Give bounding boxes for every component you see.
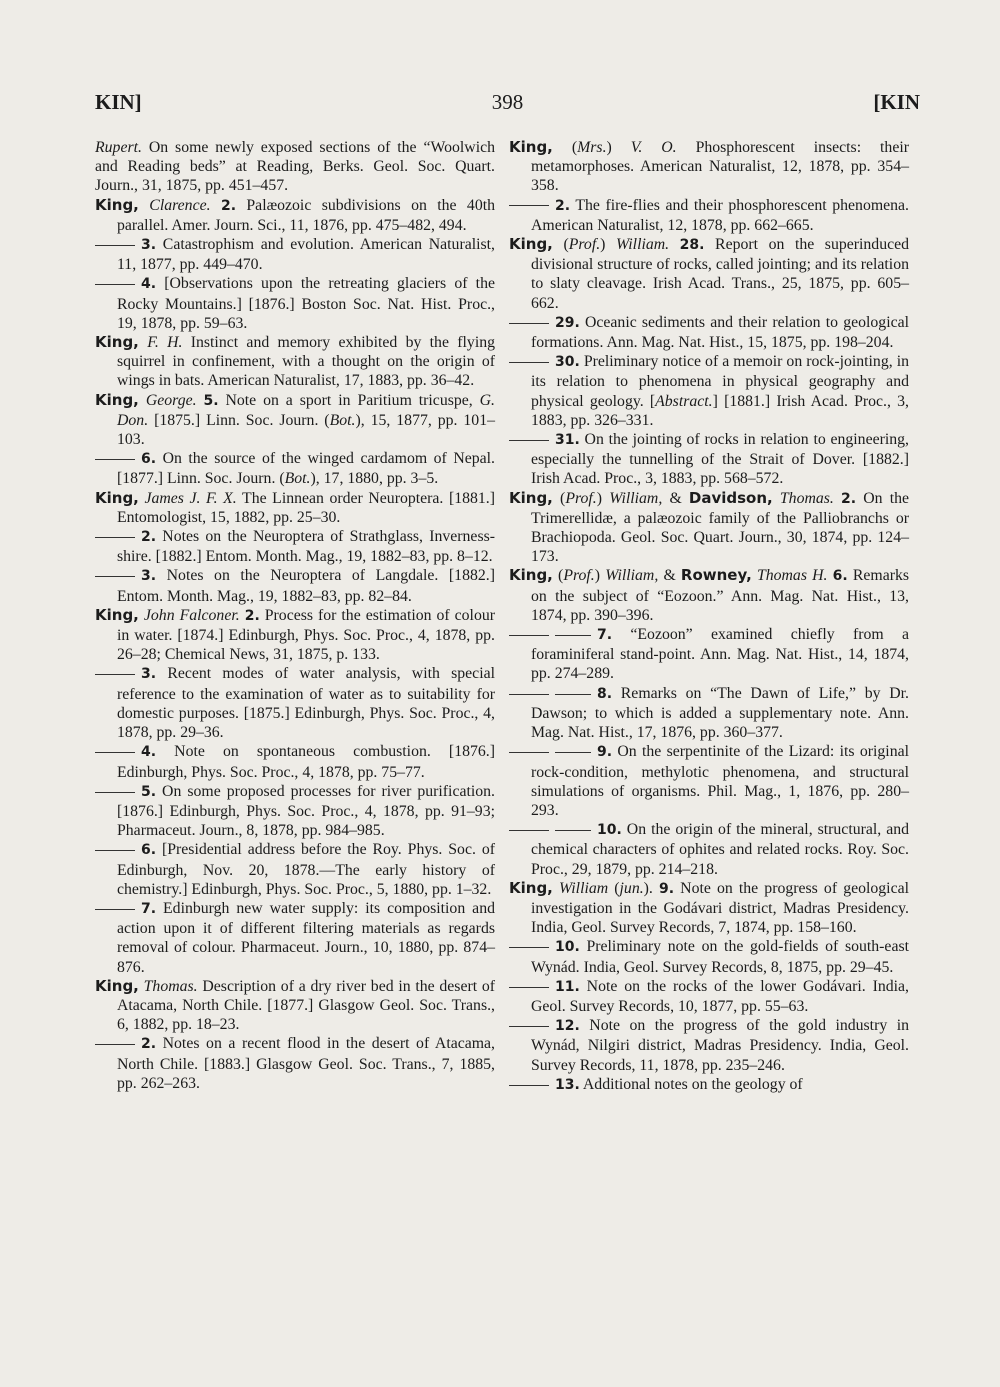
entry-text: Notes on a recent flood in the desert of Atacama, North Chile. [1883.] Glasgow Geol. Soc. Trans., 7, 1885, pp. 262–263.	[117, 1035, 495, 1092]
entry-text: ), 15, 1877, pp. 101–103.	[117, 411, 495, 449]
author-name: King,	[95, 976, 139, 995]
entry-number: 5.	[203, 392, 219, 409]
page-number: 398	[491, 90, 524, 114]
entry-text: On some newly exposed sections of the “Woolwich and Reading beds” at Reading, Berks. Geol. Soc. Quart. Journ., 31, 1875, pp. 451–457.	[95, 139, 495, 195]
ditto-dash	[509, 987, 549, 988]
entry-number: 12.	[555, 1018, 580, 1035]
entry-number: 2.	[555, 197, 571, 214]
bibliography-entry	[509, 1016, 909, 1075]
ditto-dash	[509, 947, 549, 948]
ditto-dash	[95, 674, 135, 675]
entry-text: Recent modes of water analysis, with special reference to the examination of water as to suitability for domestic purposes. [1875.] Edinburgh, Phys. Soc. Proc., 4, 1878, pp. 29–36.	[117, 665, 495, 742]
bibliography-entry	[95, 1034, 495, 1093]
italic-text: Thomas.	[779, 489, 834, 507]
entry-number: 6.	[141, 842, 157, 859]
left-column	[95, 138, 495, 1093]
entry-text: Palæozoic subdivisions on the 40th parallel. Amer. Journ. Sci., 11, 1876, pp. 475–482, 494.	[117, 196, 496, 234]
entry-number: 7.	[141, 900, 157, 917]
entry-number: 2.	[220, 197, 237, 214]
italic-text: William	[559, 879, 609, 897]
entry-text: Process for the estimation of colour in water. [1874.] Edinburgh, Phys. Soc. Proc., 4, 1878, pp. 26–28; Chemical News, 31, 1875, p. 133.	[117, 606, 496, 664]
bibliography-entry	[95, 606, 495, 665]
entry-text: Note on a sport in Paritium tricuspe,	[218, 391, 480, 409]
entry-number: 31.	[555, 432, 580, 449]
entry-text: [1875.] Linn. Soc. Journ. (	[148, 411, 330, 429]
entry-text: (	[608, 879, 620, 897]
entry-number: 8.	[597, 685, 613, 702]
italic-text: Thomas.	[143, 977, 198, 995]
entry-number: 30.	[555, 354, 580, 371]
author-name: King,	[509, 878, 553, 897]
bibliography-entry	[509, 430, 909, 489]
ditto-dash	[509, 440, 549, 441]
entry-text: Instinct and memory exhibited by the flying squirrel in confinement, with a thought on the origin of wings in bats. American Naturalist, 17, 1883, pp. 36–42.	[117, 334, 496, 390]
entry-number: 7.	[597, 627, 613, 644]
ditto-dash	[555, 752, 591, 753]
ditto-dash	[509, 830, 549, 831]
entry-text: “Eozoon” examined chiefly from a foraminiferal stand-point. Ann. Mag. Nat. Hist., 14, 1874, pp. 274–289.	[531, 626, 909, 683]
italic-text: Thomas H.	[756, 567, 828, 585]
ditto-dash	[555, 694, 591, 695]
bibliography-entry	[95, 840, 495, 899]
entry-text: Remarks on “The Dawn of Life,” by Dr. Dawson; to which is added a supplementary note. Ann. Mag. Nat. Hist., 17, 1876, pp. 360–377.	[531, 684, 909, 742]
ditto-dash	[95, 576, 135, 577]
bibliography-entry	[509, 566, 909, 625]
bibliography-entry	[95, 899, 495, 977]
ditto-dash	[509, 205, 549, 206]
bibliography-entry	[95, 664, 495, 742]
entry-number: 3.	[141, 237, 157, 254]
entry-text: (	[552, 567, 564, 585]
bibliography-entry	[509, 1075, 909, 1095]
entry-number: 5.	[141, 783, 157, 800]
bibliography-entry	[95, 566, 495, 605]
ditto-dash	[95, 537, 135, 538]
italic-text: G. Don.	[117, 391, 495, 429]
ditto-dash	[95, 284, 135, 285]
italic-text: jun.	[619, 879, 644, 897]
bibliography-entry	[509, 977, 909, 1016]
entry-number: 2.	[841, 490, 857, 507]
header-right-catchword: [KIN	[873, 90, 920, 114]
bibliography-entry	[509, 352, 909, 430]
entry-number: 4.	[141, 744, 157, 761]
entry-text: ] [1881.] Irish Acad. Proc., 3, 1883, pp. 326–331.	[531, 392, 909, 429]
entry-text: Report on the superinduced divisional structure of rocks, called jointing; and its relation to slaty cleavage. Irish Acad. Trans., 25, 1875, pp. 605–662.	[531, 236, 910, 312]
entry-number: 2.	[141, 1036, 157, 1053]
entry-text: Notes on the Neuroptera of Strathglass, Inverness-shire. [1882.] Entom. Month. Mag., 19, 1882–83, pp. 8–12.	[117, 528, 495, 566]
bibliography-entry	[95, 274, 495, 333]
italic-text: John Falconer.	[143, 606, 240, 624]
entry-text: Edinburgh new water supply: its composition and action upon it of different filtering materials as regards removal of colour. Pharmaceut. Journ., 10, 1880, pp. 874–876.	[117, 899, 495, 976]
bibliography-entry	[509, 235, 909, 313]
entry-text: Oceanic sediments and their relation to geological formations. Ann. Mag. Nat. Hist., 15, 1875, pp. 198–204.	[531, 313, 909, 352]
entry-number: 3.	[141, 568, 157, 585]
bibliography-entry	[509, 489, 909, 567]
entry-text	[211, 197, 221, 214]
italic-text: F. H.	[147, 334, 183, 352]
ditto-dash	[95, 752, 135, 753]
ditto-dash	[555, 635, 591, 636]
entry-number: 28.	[679, 237, 705, 254]
entry-text	[669, 236, 680, 253]
entry-text: &	[658, 567, 681, 585]
entry-text: Description of a dry river bed in the desert of Atacama, North Chile. [1877.] Glasgow Geol. Soc. Trans., 6, 1882, pp. 18–23.	[117, 977, 496, 1034]
entry-text: ), 17, 1880, pp. 3–5.	[310, 470, 439, 488]
ditto-dash	[509, 1085, 549, 1086]
bibliography-entry	[509, 937, 909, 976]
ditto-dash	[509, 1026, 549, 1027]
ditto-dash	[509, 323, 549, 324]
author-name: King,	[95, 390, 139, 409]
italic-text: Rupert.	[95, 139, 142, 156]
italic-text: Mrs.	[577, 139, 607, 156]
author-name: Davidson,	[688, 488, 773, 507]
entry-text: Notes on the Neuroptera of Langdale. [1882.] Entom. Month. Mag., 19, 1882–83, pp. 82–84.	[117, 567, 495, 605]
bibliography-entry	[95, 489, 495, 527]
bibliography-entry	[509, 742, 909, 820]
ditto-dash	[509, 694, 549, 695]
entry-text: )	[600, 236, 616, 254]
bibliography-entry	[95, 742, 495, 781]
author-name: King,	[95, 488, 139, 507]
entry-text: (	[552, 236, 569, 254]
entry-text	[139, 392, 146, 409]
ditto-dash	[509, 635, 549, 636]
italic-text: Abstract.	[655, 392, 713, 410]
entry-number: 10.	[555, 939, 580, 956]
author-name: Rowney,	[680, 566, 752, 585]
entry-text: ).	[643, 879, 659, 897]
bibliography-entry	[95, 196, 495, 235]
bibliography-entry	[95, 977, 495, 1035]
entry-text: Phosphorescent insects: their metamorphoses. American Naturalist, 12, 1878, pp. 354–358.	[531, 139, 909, 195]
entry-number: 2.	[244, 607, 260, 624]
entry-text: (	[552, 489, 566, 507]
entry-text: Note on the progress of the gold industry in Wynád, Nilgiri district, Madras Presidency. India, Geol. Survey Records, 11, 1878, pp. 235–246.	[531, 1017, 909, 1074]
bibliography-entry	[509, 196, 909, 235]
bibliography-entry	[95, 527, 495, 566]
page-header	[95, 90, 920, 120]
ditto-dash	[95, 850, 135, 851]
entry-text: The fire-flies and their phosphorescent phenomena. American Naturalist, 12, 1878, pp. 662–665.	[531, 196, 909, 234]
entry-text: )	[594, 567, 606, 585]
entry-text: )	[606, 139, 631, 156]
entry-text: On the serpentinite of the Lizard: its original rock-condition, methylotic phenomena, and structural simulations of organisms. Phil. Mag., 1, 1876, pp. 280–293.	[531, 743, 909, 819]
entry-text: Note on spontaneous combustion. [1876.] Edinburgh, Phys. Soc. Proc., 4, 1878, pp. 75–77.	[117, 743, 495, 781]
author-name: King,	[95, 195, 139, 214]
italic-text: William.	[616, 236, 670, 254]
ditto-dash	[555, 830, 591, 831]
italic-text: Prof.	[568, 236, 601, 254]
entry-number: 13.	[555, 1076, 580, 1093]
entry-text	[773, 490, 780, 507]
bibliography-entry	[509, 684, 909, 743]
entry-text: On the origin of the mineral, structural, and chemical characters of ophites and related rocks. Roy. Soc. Proc., 29, 1879, pp. 214–218.	[531, 821, 909, 878]
author-name: King,	[95, 605, 139, 624]
entry-number: 29.	[555, 314, 580, 331]
italic-text: William,	[605, 567, 659, 585]
entry-text: [Presidential address before the Roy. Phys. Soc. of Edinburgh, Nov. 20, 1878.—The early history of chemistry.] Edinburgh, Phys. Soc. Proc., 5, 1880, pp. 1–32.	[117, 841, 495, 898]
entry-number: 4.	[141, 276, 157, 293]
entry-number: 10.	[597, 822, 622, 839]
entry-number: 2.	[141, 529, 157, 546]
entry-text	[834, 490, 841, 507]
bibliography-entry	[509, 313, 909, 352]
entry-number: 9.	[597, 744, 613, 761]
ditto-dash	[509, 752, 549, 753]
entry-text: [Observations upon the retreating glaciers of the Rocky Mountains.] [1876.] Boston Soc. Nat. Hist. Proc., 19, 1878, pp. 59–63.	[117, 275, 495, 332]
ditto-dash	[95, 792, 135, 793]
entry-text: (	[552, 139, 578, 156]
entry-text: On the source of the winged cardamom of Nepal. [1877.] Linn. Soc. Journ. (	[117, 450, 495, 488]
header-left-catchword: KIN]	[95, 90, 142, 114]
italic-text: Bot.	[284, 470, 311, 488]
author-name: King,	[509, 488, 553, 507]
entry-text: The Linnean order Neuroptera. [1881.] Entomologist, 15, 1882, pp. 25–30.	[117, 489, 496, 526]
entry-number: 3.	[141, 666, 157, 683]
ditto-dash	[95, 245, 135, 246]
entry-text: On some proposed processes for river purification. [1876.] Edinburgh, Phys. Soc. Proc., 4, 1878, pp. 91–93; Pharmaceut. Journ., 8, 1878, pp. 984–985.	[117, 782, 495, 840]
bibliography-entry	[95, 782, 495, 841]
entry-text: On the Trimerellidæ, a palæozoic family of the Palliobranchs or Brachiopoda. Geol. Soc. Quart. Journ., 30, 1874, pp. 124–173.	[531, 489, 910, 566]
entry-number: 9.	[659, 880, 675, 897]
ditto-dash	[95, 909, 135, 910]
entry-text: Additional notes on the geology of	[579, 1075, 803, 1093]
entry-text: Note on the rocks of the lower Godávari. India, Geol. Survey Records, 10, 1877, pp. 55–63.	[531, 977, 909, 1015]
author-name: King,	[509, 235, 553, 254]
author-name: King,	[95, 333, 139, 352]
entry-number: 6.	[141, 451, 157, 468]
entry-text	[139, 334, 147, 351]
entry-text: Preliminary note on the gold-fields of south-east Wynád. India, Geol. Survey Records, 8, 1875, pp. 29–45.	[531, 938, 909, 976]
entry-text: On the jointing of rocks in relation to engineering, especially the tunnelling of the Strait of Dover. [1882.] Irish Acad. Proc., 3, 1883, pp. 568–572.	[531, 431, 909, 488]
ditto-dash	[509, 362, 549, 363]
italic-text: Clarence.	[149, 196, 211, 214]
entry-text	[139, 197, 149, 214]
author-name: King,	[509, 138, 553, 156]
ditto-dash	[95, 1044, 135, 1045]
italic-text: George.	[145, 391, 197, 409]
bibliography-entry	[509, 879, 909, 938]
bibliography-entry	[95, 333, 495, 391]
right-column	[509, 138, 909, 1095]
italic-text: Prof.	[565, 489, 597, 507]
entry-text: Remarks on the subject of “Eozoon.” Ann. Mag. Nat. Hist., 13, 1874, pp. 390–396.	[531, 567, 910, 624]
entry-text: Catastrophism and evolution. American Naturalist, 11, 1877, pp. 449–470.	[117, 236, 495, 274]
ditto-dash	[95, 459, 135, 460]
bibliography-entry	[509, 625, 909, 684]
bibliography-entry	[95, 138, 495, 196]
italic-text: Prof.	[563, 567, 595, 585]
entry-text: Note on the progress of geological investigation in the Godávari district, Madras Presidency. India, Geol. Survey Records, 7, 1874, pp. 158–160.	[531, 879, 909, 937]
entry-text: )	[596, 489, 610, 507]
italic-text: James J. F. X.	[144, 489, 237, 507]
bibliography-entry	[95, 449, 495, 488]
entry-text: &	[662, 489, 689, 507]
italic-text: William,	[609, 489, 663, 507]
entry-number: 11.	[555, 978, 580, 995]
bibliography-entry	[509, 138, 909, 196]
bibliography-entry	[95, 235, 495, 274]
author-name: King,	[509, 566, 553, 585]
bibliography-entry	[509, 820, 909, 879]
italic-text: Bot.	[329, 411, 356, 429]
italic-text: V. O.	[630, 139, 677, 156]
bibliography-entry	[95, 391, 495, 450]
entry-number: 6.	[832, 568, 848, 585]
entry-text: Preliminary notice of a memoir on rock-jointing, in its relation to phenomena in physical geography and physical geology. [	[531, 353, 909, 410]
